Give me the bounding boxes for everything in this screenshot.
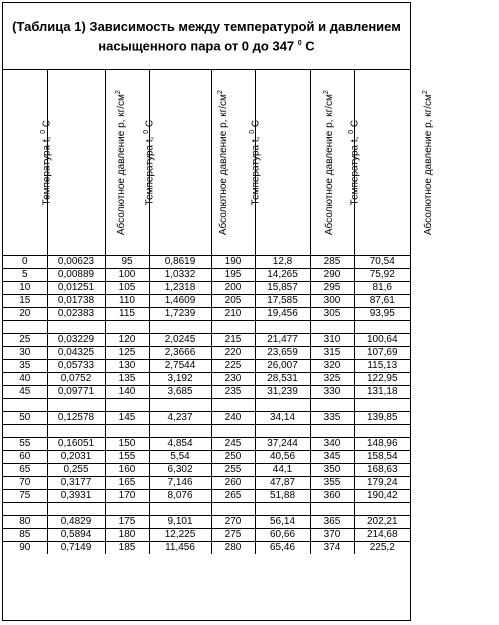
temperature-cell: 5 [3,269,47,282]
pressure-cell: 0,00623 [47,256,105,269]
spacer-cell [105,503,149,516]
table-row [3,464,410,477]
temperature-cell: 140 [105,386,149,399]
temperature-cell: 335 [310,412,354,425]
temperature-cell: 15 [3,295,47,308]
temperature-cell: 0 [3,256,47,269]
pressure-cell: 2,0245 [149,334,211,347]
pressure-cell: 4,237 [149,412,211,425]
table-row [3,516,410,529]
temperature-cell: 235 [211,386,255,399]
temperature-cell: 340 [310,438,354,451]
temperature-cell: 200 [211,282,255,295]
title-line-1: (Таблица 1) Зависимость между температурой и давлением [12,18,401,34]
temperature-cell: 245 [211,438,255,451]
pressure-cell: 81,6 [354,282,410,295]
temperature-cell: 130 [105,360,149,373]
temperature-cell: 325 [310,373,354,386]
temperature-cell: 175 [105,516,149,529]
temperature-cell: 360 [310,490,354,503]
spacer-cell [47,503,105,516]
pressure-cell: 34,14 [255,412,310,425]
table-row [3,451,410,464]
title-unit: C [301,38,315,54]
table-row [3,438,410,451]
spacer-cell [310,503,354,516]
spacer-cell [105,321,149,334]
pressure-cell: 1,4609 [149,295,211,308]
pressure-cell: 122,95 [354,373,410,386]
pressure-cell: 12,8 [255,256,310,269]
temperature-cell: 265 [211,490,255,503]
temperature-cell: 105 [105,282,149,295]
spacer-cell [310,425,354,438]
pressure-cell: 0,4829 [47,516,105,529]
spacer-cell [3,425,47,438]
spacer-cell [211,425,255,438]
pressure-cell: 3,685 [149,386,211,399]
pressure-cell: 131,18 [354,386,410,399]
header-label: Температура t, $^0$ C [248,119,261,206]
pressure-cell: 115,13 [354,360,410,373]
temperature-cell: 70 [3,477,47,490]
header-pressure [47,70,127,256]
spacer-cell [211,321,255,334]
pressure-cell: 202,21 [354,516,410,529]
temperature-cell: 345 [310,451,354,464]
pressure-cell: 15,857 [255,282,310,295]
pressure-cell: 0,01251 [47,282,105,295]
temperature-cell: 25 [3,334,47,347]
pressure-cell: 1,7239 [149,308,211,321]
temperature-cell: 160 [105,464,149,477]
spacer-cell [3,399,47,412]
temperature-cell: 60 [3,451,47,464]
temperature-cell: 365 [310,516,354,529]
spacer-cell [149,399,211,412]
pressure-cell: 0,0752 [47,373,105,386]
table-row [3,308,410,321]
pressure-cell: 179,24 [354,477,410,490]
pressure-cell: 75,92 [354,269,410,282]
temperature-cell: 90 [3,542,47,555]
temperature-cell: 65 [3,464,47,477]
pressure-cell: 0,3177 [47,477,105,490]
spacer-cell [149,425,211,438]
temperature-cell: 275 [211,529,255,542]
temperature-cell: 50 [3,412,47,425]
table-row [3,529,410,542]
table-body [3,256,410,555]
pressure-cell: 0,8619 [149,256,211,269]
pressure-cell: 2,3666 [149,347,211,360]
temperature-cell: 145 [105,412,149,425]
document [2,2,434,621]
pressure-cell: 70,54 [354,256,410,269]
spacer-cell [3,503,47,516]
spacer-cell [354,503,410,516]
table-row [3,360,410,373]
temperature-cell: 80 [3,516,47,529]
temperature-cell: 85 [3,529,47,542]
table-row [3,256,410,269]
temperature-cell: 240 [211,412,255,425]
pressure-cell: 0,04325 [47,347,105,360]
spacer-row [3,503,410,516]
spacer-cell [310,321,354,334]
temperature-cell: 40 [3,373,47,386]
temperature-cell: 95 [105,256,149,269]
header-row [3,70,410,256]
pressure-cell: 0,12578 [47,412,105,425]
temperature-cell: 120 [105,334,149,347]
pressure-cell: 56,14 [255,516,310,529]
spacer-cell [255,399,310,412]
title-degree: 0 [297,39,302,47]
pressure-cell: 37,244 [255,438,310,451]
pressure-cell: 17,585 [255,295,310,308]
temperature-cell: 355 [310,477,354,490]
pressure-cell: 190,42 [354,490,410,503]
pressure-cell: 107,69 [354,347,410,360]
header-temperature [3,70,53,256]
spacer-cell [149,503,211,516]
temperature-cell: 230 [211,373,255,386]
pressure-cell: 214,68 [354,529,410,542]
table-row [3,373,410,386]
pressure-cell: 65,46 [255,542,310,555]
temperature-cell: 155 [105,451,149,464]
temperature-cell: 20 [3,308,47,321]
pressure-cell: 14,265 [255,269,310,282]
header-label: Абсолютное давление p, $кг/см^2$ [322,90,335,235]
pressure-cell: 0,00889 [47,269,105,282]
pressure-cell: 51,88 [255,490,310,503]
temperature-cell: 350 [310,464,354,477]
pressure-cell: 5,54 [149,451,211,464]
pressure-cell: 26,007 [255,360,310,373]
pressure-cell: 0,09771 [47,386,105,399]
table-row [3,386,410,399]
pressure-cell: 0,05733 [47,360,105,373]
temperature-cell: 190 [211,256,255,269]
temperature-cell: 320 [310,360,354,373]
temperature-cell: 270 [211,516,255,529]
spacer-cell [255,503,310,516]
header-pressure [354,70,434,256]
temperature-cell: 10 [3,282,47,295]
table-row [3,347,410,360]
pressure-cell: 93,95 [354,308,410,321]
pressure-cell: 4,854 [149,438,211,451]
pressure-cell: 21,477 [255,334,310,347]
temperature-cell: 30 [3,347,47,360]
temperature-cell: 374 [310,542,354,555]
table-title [3,3,410,70]
spacer-row [3,321,410,334]
pressure-cell: 0,7149 [47,542,105,555]
title-line-2: насыщенного пара от 0 до 347 [98,38,295,54]
temperature-cell: 110 [105,295,149,308]
pressure-cell: 8,076 [149,490,211,503]
pressure-cell: 87,61 [354,295,410,308]
spacer-cell [354,399,410,412]
pressure-cell: 0,16051 [47,438,105,451]
table-row [3,490,410,503]
temperature-cell: 315 [310,347,354,360]
pressure-cell: 139,85 [354,412,410,425]
header-label: Абсолютное давление p, $кг/см^2$ [421,90,434,235]
temperature-cell: 370 [310,529,354,542]
temperature-cell: 225 [211,360,255,373]
spacer-cell [310,399,354,412]
pressure-cell: 0,5894 [47,529,105,542]
temperature-cell: 250 [211,451,255,464]
table-row [3,412,410,425]
spacer-cell [354,321,410,334]
temperature-cell: 290 [310,269,354,282]
temperature-cell: 210 [211,308,255,321]
spacer-cell [354,425,410,438]
spacer-cell [255,425,310,438]
table-row [3,542,410,555]
pressure-cell: 0,255 [47,464,105,477]
spacer-cell [105,399,149,412]
table-row [3,282,410,295]
pressure-cell: 1,2318 [149,282,211,295]
temperature-cell: 45 [3,386,47,399]
pressure-cell: 0,02383 [47,308,105,321]
temperature-cell: 195 [211,269,255,282]
spacer-cell [149,321,211,334]
table-row [3,477,410,490]
spacer-cell [211,399,255,412]
header-label: Абсолютное давление p, $кг/см^2$ [216,90,229,235]
temperature-cell: 150 [105,438,149,451]
temperature-cell: 185 [105,542,149,555]
pressure-cell: 148,96 [354,438,410,451]
spacer-cell [105,425,149,438]
temperature-cell: 55 [3,438,47,451]
temperature-cell: 35 [3,360,47,373]
temperature-cell: 330 [310,386,354,399]
temperature-cell: 300 [310,295,354,308]
temperature-cell: 75 [3,490,47,503]
spacer-row [3,399,410,412]
temperature-cell: 180 [105,529,149,542]
spacer-row [3,425,410,438]
spacer-cell [255,321,310,334]
pressure-cell: 0,2031 [47,451,105,464]
pressure-cell: 3,192 [149,373,211,386]
temperature-cell: 220 [211,347,255,360]
pressure-cell: 31,239 [255,386,310,399]
table-row [3,295,410,308]
pressure-cell: 28,531 [255,373,310,386]
pressure-cell: 44,1 [255,464,310,477]
spacer-cell [211,503,255,516]
spacer-cell [47,425,105,438]
pressure-cell: 23,659 [255,347,310,360]
table-row [3,334,410,347]
pressure-cell: 7,146 [149,477,211,490]
temperature-cell: 305 [310,308,354,321]
temperature-cell: 125 [105,347,149,360]
table-row [3,269,410,282]
pressure-cell: 19,456 [255,308,310,321]
temperature-cell: 115 [105,308,149,321]
pressure-cell: 168,63 [354,464,410,477]
pressure-cell: 158,54 [354,451,410,464]
pressure-cell: 0,03229 [47,334,105,347]
pressure-cell: 2,7544 [149,360,211,373]
temperature-cell: 215 [211,334,255,347]
header-label: Абсолютное давление p, $кг/см^2$ [114,90,127,235]
header-pressure [149,70,229,256]
temperature-cell: 295 [310,282,354,295]
pressure-cell: 47,87 [255,477,310,490]
pressure-cell: 225,2 [354,542,410,555]
pressure-cell: 0,01738 [47,295,105,308]
pressure-cell: 40,56 [255,451,310,464]
pressure-cell: 60,66 [255,529,310,542]
temperature-cell: 310 [310,334,354,347]
spacer-cell [47,399,105,412]
pressure-cell: 11,456 [149,542,211,555]
temperature-cell: 100 [105,269,149,282]
temperature-cell: 255 [211,464,255,477]
pressure-cell: 1,0332 [149,269,211,282]
pressure-cell: 9,101 [149,516,211,529]
header-label: Температура t, $^0$ C [142,119,155,206]
header-label: Температура t, $^0$ C [347,119,360,206]
temperature-cell: 260 [211,477,255,490]
data-table [3,70,434,554]
header-label: Температура t, $^0$ C [40,119,53,206]
temperature-cell: 280 [211,542,255,555]
pressure-cell: 12,225 [149,529,211,542]
pressure-cell: 0,3931 [47,490,105,503]
header-pressure [255,70,335,256]
spacer-cell [3,321,47,334]
spacer-cell [47,321,105,334]
pressure-cell: 6,302 [149,464,211,477]
pressure-cell: 100,64 [354,334,410,347]
temperature-cell: 205 [211,295,255,308]
temperature-cell: 285 [310,256,354,269]
temperature-cell: 165 [105,477,149,490]
temperature-cell: 135 [105,373,149,386]
temperature-cell: 170 [105,490,149,503]
